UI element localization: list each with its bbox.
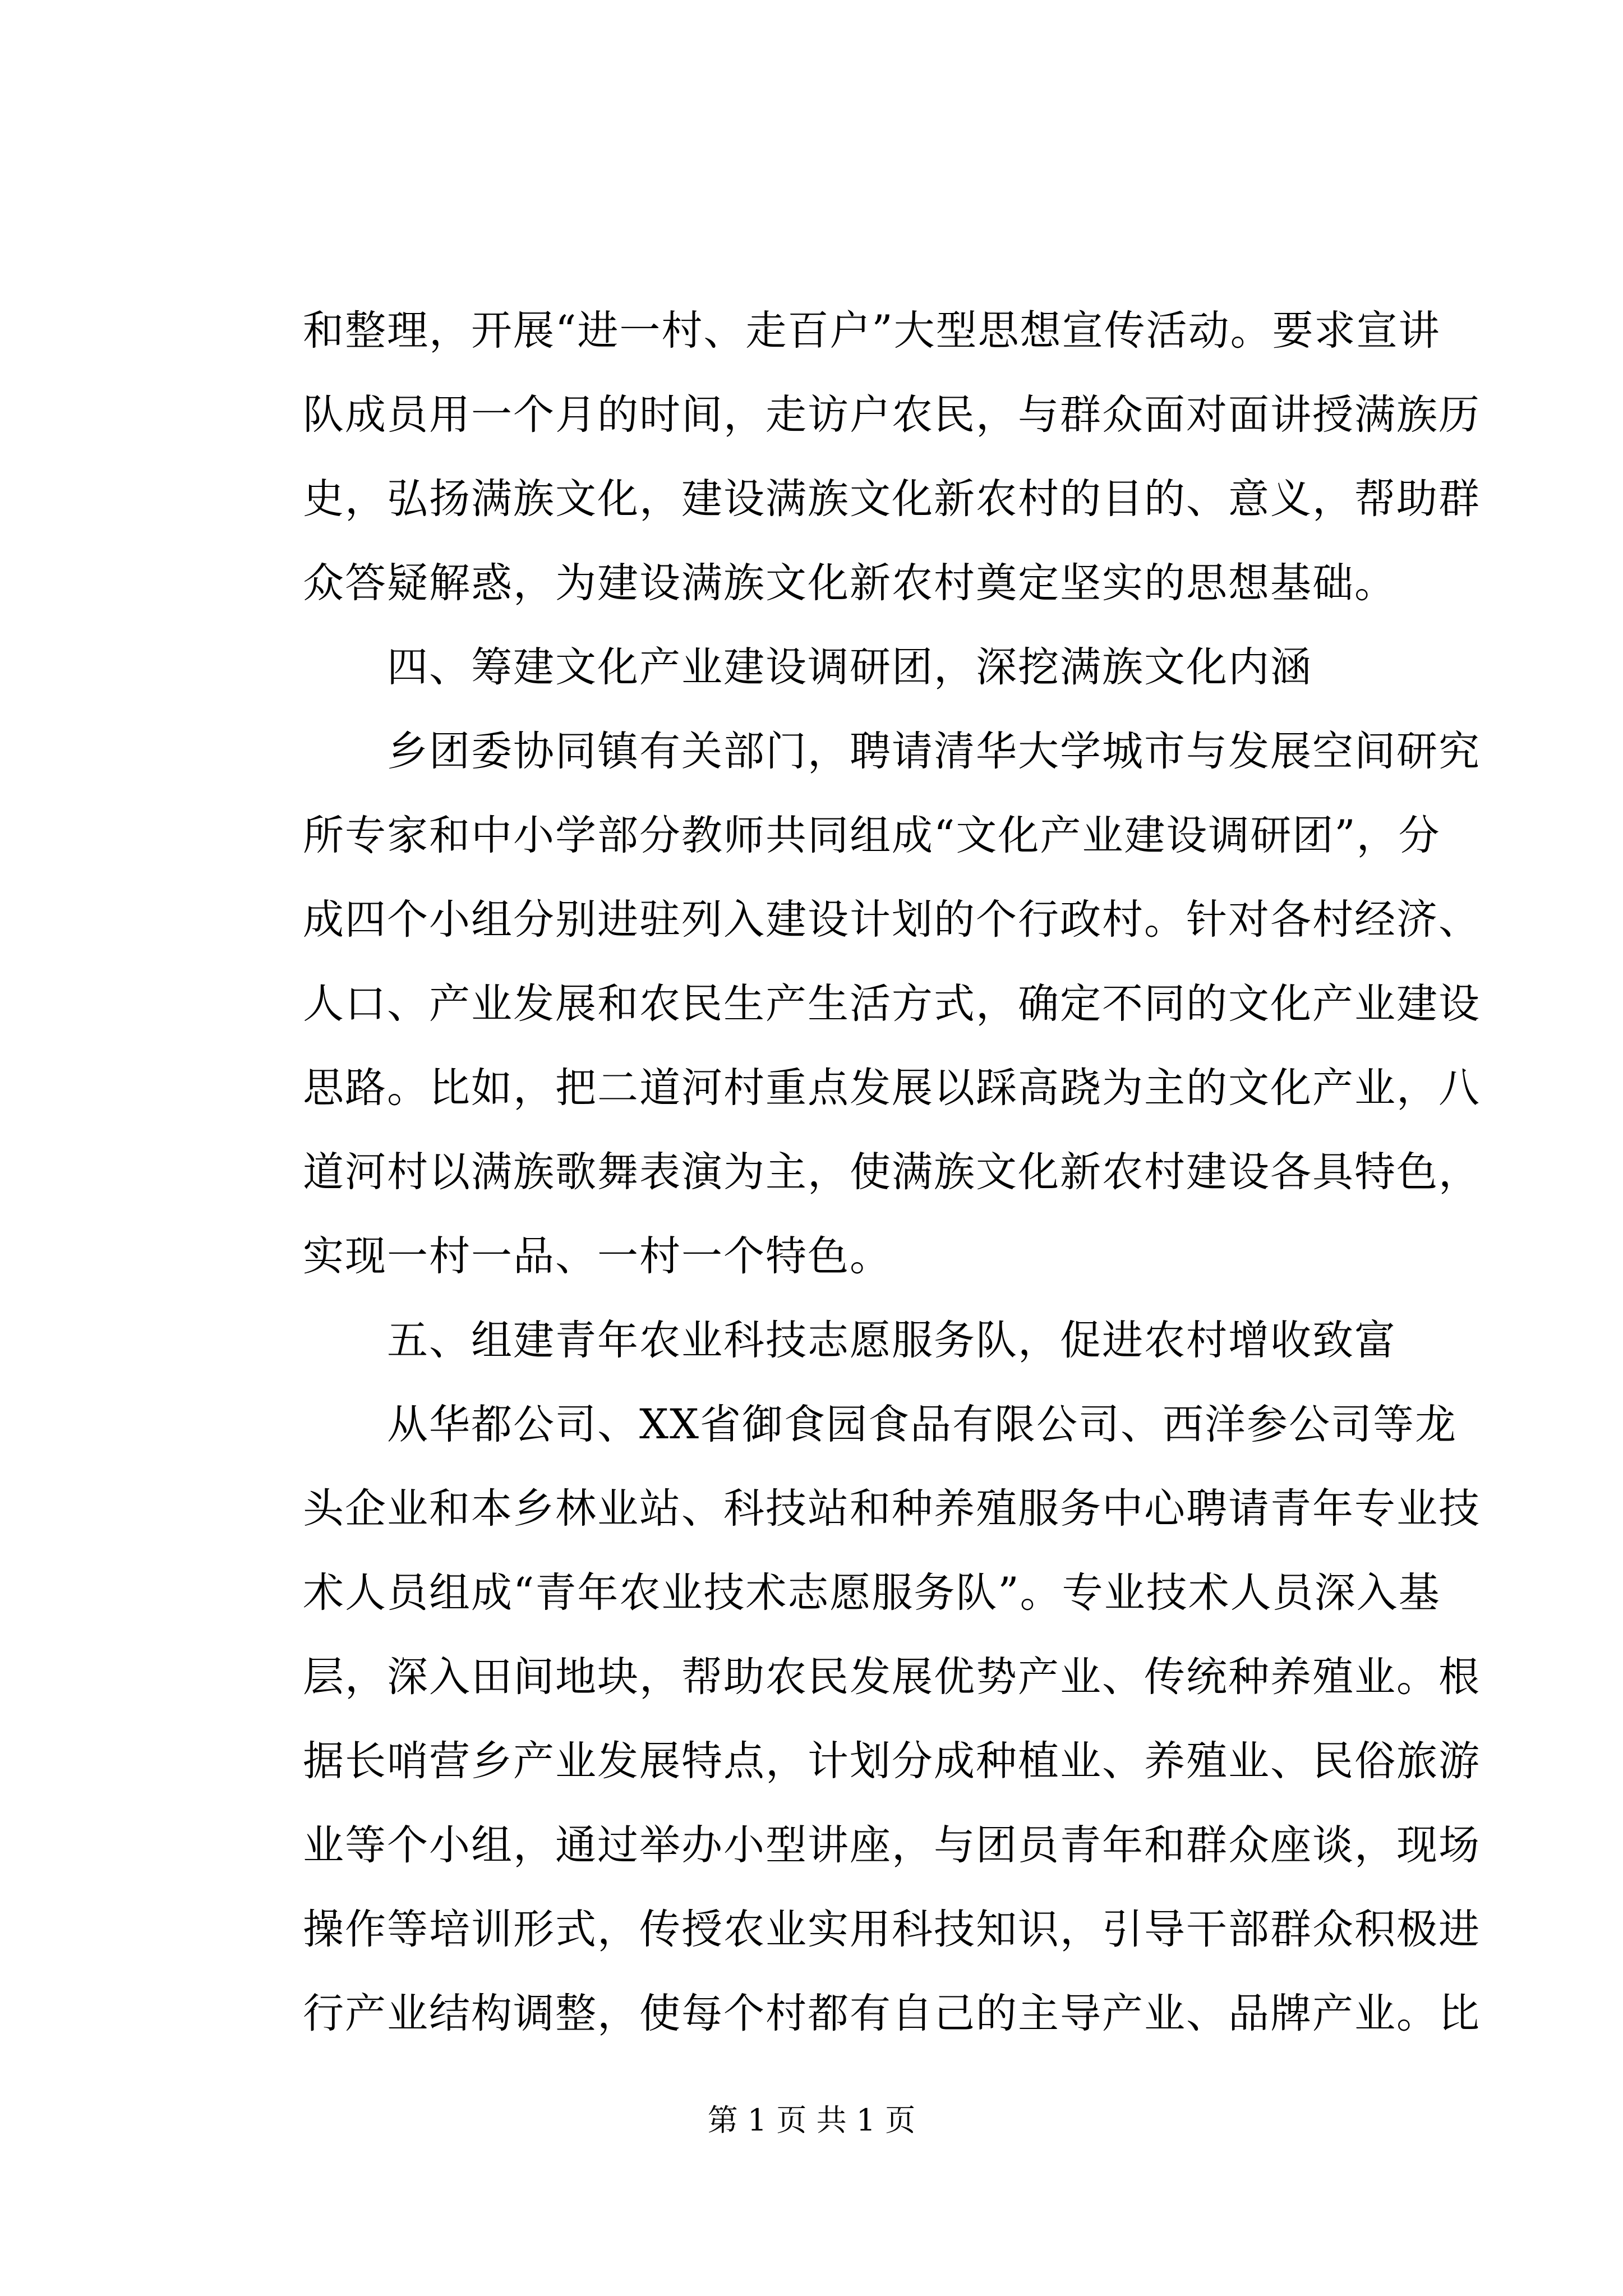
text-line: 成四个小组分别进驻列入建设计划的个行政村。针对各村经济、 [303,896,1481,944]
text-line: 头企业和本乡林业站、科技站和种养殖服务中心聘请青年专业技 [303,1485,1481,1533]
text-line: 乡团委协同镇有关部门，聘请清华大学城市与发展空间研究 [303,728,1481,775]
text-line: 所专家和中小学部分教师共同组成“文化产业建设调研团”，分 [303,812,1441,859]
text-line: 业等个小组，通过举办小型讲座，与团员青年和群众座谈，现场 [303,1821,1481,1869]
text-line: 层，深入田间地块，帮助农民发展优势产业、传统种养殖业。根 [303,1653,1481,1701]
text-line: 操作等培训形式，传授农业实用科技知识，引导干部群众积极进 [303,1906,1481,1953]
text-line: 和整理，开展“进一村、走百户”大型思想宣传活动。要求宣讲 [303,307,1441,355]
text-line: 队成员用一个月的时间，走访户农民，与群众面对面讲授满族历 [303,391,1481,439]
text-line: 人口、产业发展和农民生产生活方式，确定不同的文化产业建设 [303,980,1481,1028]
page-footer: 第 1 页 共 1 页 [707,2102,916,2138]
section-heading: 五、组建青年农业科技志愿服务队，促进农村增收致富 [303,1317,1396,1364]
text-line: 道河村以满族歌舞表演为主，使满族文化新农村建设各具特色， [303,1148,1481,1196]
text-line: 据长哨营乡产业发展特点，计划分成种植业、养殖业、民俗旅游 [303,1737,1481,1785]
text-line: 思路。比如，把二道河村重点发展以踩高跷为主的文化产业，八 [303,1064,1481,1112]
text-line: 众答疑解惑，为建设满族文化新农村奠定坚实的思想基础。 [303,559,1396,607]
section-heading: 四、筹建文化产业建设调研团，深挖满族文化内涵 [303,643,1312,691]
text-line: 实现一村一品、一村一个特色。 [303,1232,892,1280]
text-line: 行产业结构调整，使每个村都有自己的主导产业、品牌产业。比 [303,1990,1481,2037]
text-line: 术人员组成“青年农业技术志愿服务队”。专业技术人员深入基 [303,1569,1441,1617]
text-line: 史，弘扬满族文化，建设满族文化新农村的目的、意义，帮助群 [303,475,1481,523]
text-line: 从华都公司、XX省御食园食品有限公司、西洋参公司等龙 [303,1401,1457,1448]
